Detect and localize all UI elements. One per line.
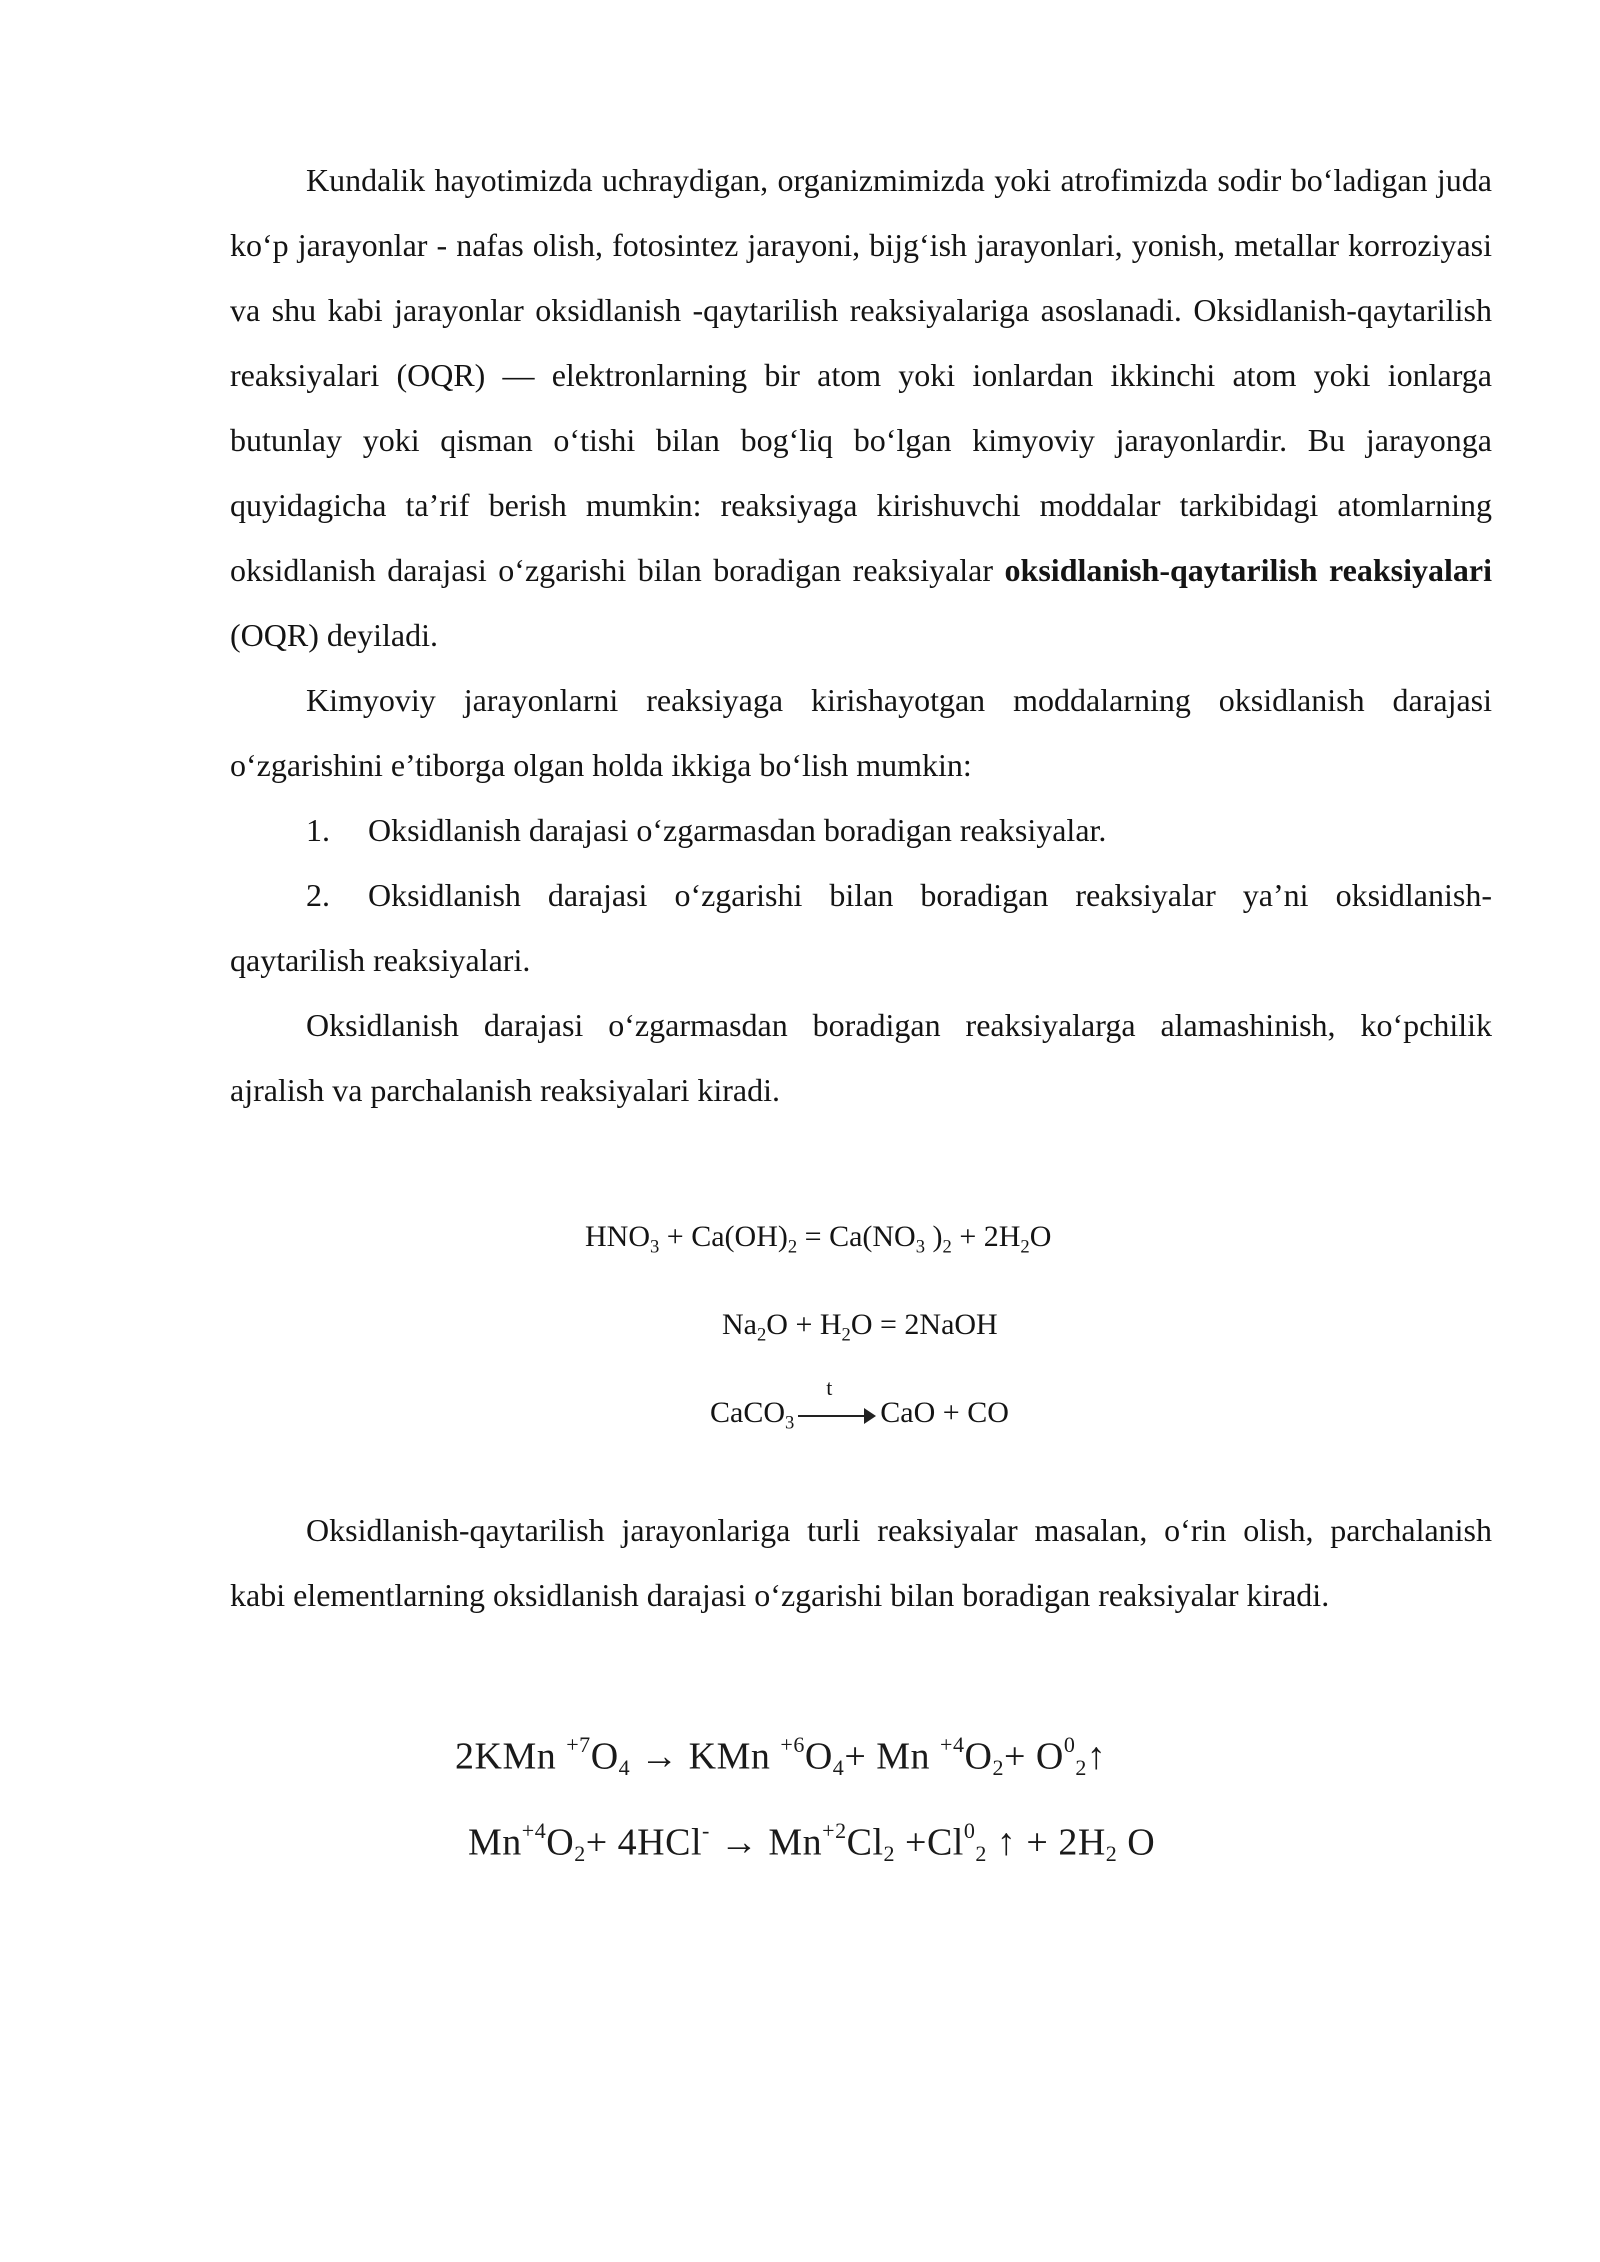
paragraph-intro-text: Kundalik hayotimizda uchraydigan, organizmimizda yoki atrofimizda sodir bo‘ladigan juda ko‘p jarayonlar - nafas olish, fotosintez jarayoni, bijg‘ish jarayonlari, yonish, metallar korroziyasi va shu kabi jarayonlar oksidlanish -qaytarilish reaksiyalariga asoslanadi. Oksidlanish-qaytarilish reaksiyalari (OQR) — elektronlarning bir atom yoki ionlardan ikkinchi atom yoki ionlarga butunlay yoki qisman o‘tishi bilan bog‘liq bo‘lgan kimyoviy jarayonlardir. Bu jarayonga quyidagicha ta’rif berish mumkin: reaksiyaga kirishuvchi moddalar tarkibidagi atomlarning oksidlanish darajasi o‘zgarishi bilan boradigan reaksiyalar [230, 162, 1492, 588]
equation-manganese-dioxide: $Mn^{+4}O_2+ 4HCl^- \to Mn^{+2}Cl_2 +Cl^0_2$ ↑ + $2H_2$ O [468, 1818, 1156, 1867]
paragraph-intro [230, 148, 1492, 668]
redox-section [230, 1498, 1492, 1628]
paragraph-intro-tail: (OQR) deyiladi. [230, 617, 438, 653]
paragraph-non-redox: Oksidlanish darajasi o‘zgarmasdan boradigan reaksiyalarga alamashinish, ko‘pchilik ajralish va parchalanish reaksiyalari kiradi. [230, 1007, 1492, 1108]
list-item-2 [230, 863, 1492, 993]
list-number: 1. [306, 812, 330, 848]
list-number: 2. [306, 877, 330, 913]
equation-sodium-oxide: $Na_2O + H_2O$ = 2NaOH [722, 1308, 998, 1346]
paragraph-redox: Oksidlanish-qaytarilish jarayonlariga turli reaksiyalar masalan, o‘rin olish, parchalanish kabi elementlarning oksidlanish darajasi o‘zgarishi bilan boradigan reaksiyalar kiradi. [230, 1512, 1492, 1613]
list-item-1 [230, 798, 1492, 863]
list-item-text: Oksidlanish darajasi o‘zgarmasdan boradigan reaksiyalar. [368, 812, 1107, 848]
heat-arrow-icon: t [798, 1405, 876, 1425]
equation-nitric-acid: $HNO_3 + Ca(OH)_2 = Ca(NO_3$ )$_2 + 2H_2O$ [585, 1220, 1052, 1258]
document-body [230, 148, 1492, 1123]
equation-permanganate: 2KMn $^{+7}O_4$ → KMn $^{+6}O_4+ Mn$ $^{+4}O_2+$ $O^0_2↑$ [455, 1732, 1107, 1781]
paragraph-intro-bold-term: oksidlanish-qaytarilish reaksiyalari [1004, 552, 1493, 588]
equation-calcium-carbonate: CaCO$_3$ t CaO + CO [710, 1375, 1009, 1434]
paragraph-classification: Kimyoviy jarayonlarni reaksiyaga kirishayotgan moddalarning oksidlanish darajasi o‘zgarishini e’tiborga olgan holda ikkiga bo‘lish mumkin: [230, 682, 1492, 783]
list-item-text: Oksidlanish darajasi o‘zgarishi bilan boradigan reaksiyalar ya’ni oksidlanish- qaytarilish reaksiyalari. [230, 877, 1492, 978]
